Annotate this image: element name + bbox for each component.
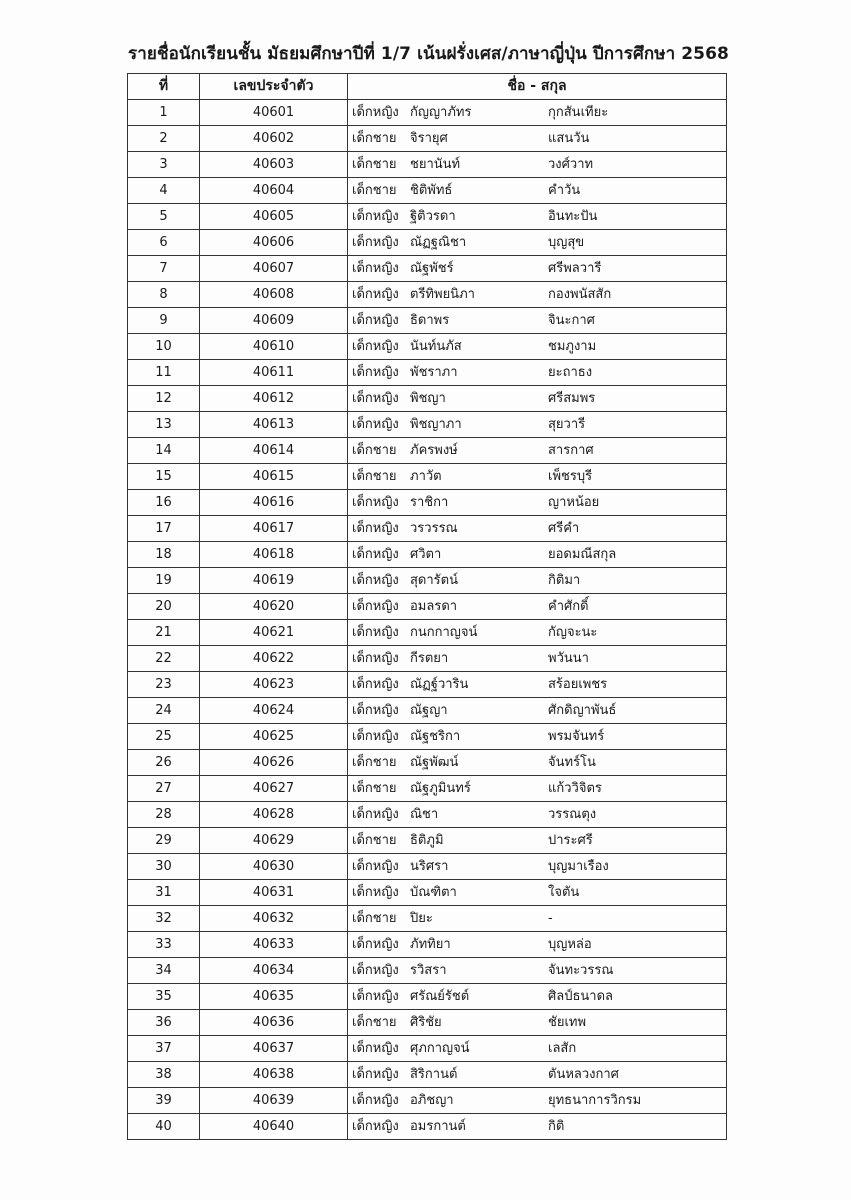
name-prefix: เด็กหญิง xyxy=(352,547,399,562)
name-prefix: เด็กหญิง xyxy=(352,625,399,640)
table-row xyxy=(128,1010,727,1036)
row-number: 2 xyxy=(128,126,200,152)
table-row xyxy=(128,516,727,542)
student-name xyxy=(348,724,727,750)
last-name: ชัยเทพ xyxy=(548,1015,587,1030)
last-name: ตันหลวงกาศ xyxy=(548,1067,619,1082)
table-row xyxy=(128,542,727,568)
row-number: 9 xyxy=(128,308,200,334)
student-id: 40629 xyxy=(200,828,348,854)
last-name: คำศักดิ์ xyxy=(548,599,589,614)
student-id: 40624 xyxy=(200,698,348,724)
name-prefix: เด็กหญิง xyxy=(352,651,399,666)
row-number: 39 xyxy=(128,1088,200,1114)
row-number: 15 xyxy=(128,464,200,490)
row-number: 25 xyxy=(128,724,200,750)
name-prefix: เด็กชาย xyxy=(352,157,397,172)
student-id: 40619 xyxy=(200,568,348,594)
first-name: กนกกาญจน์ xyxy=(410,625,478,640)
last-name: จันทร์โน xyxy=(548,755,596,770)
student-id: 40622 xyxy=(200,646,348,672)
first-name: ณัฐญา xyxy=(410,703,448,718)
name-prefix: เด็กหญิง xyxy=(352,573,399,588)
row-number: 20 xyxy=(128,594,200,620)
student-id: 40606 xyxy=(200,230,348,256)
student-id: 40611 xyxy=(200,360,348,386)
student-name xyxy=(348,776,727,802)
student-name xyxy=(348,698,727,724)
student-name xyxy=(348,542,727,568)
table-row xyxy=(128,672,727,698)
table-header-row xyxy=(128,74,727,100)
student-name xyxy=(348,360,727,386)
name-prefix: เด็กหญิง xyxy=(352,1119,399,1134)
student-id: 40605 xyxy=(200,204,348,230)
first-name: ศวิตา xyxy=(410,547,442,562)
table-row xyxy=(128,1062,727,1088)
last-name: จันทะวรรณ xyxy=(548,963,614,978)
table-row xyxy=(128,958,727,984)
student-id: 40614 xyxy=(200,438,348,464)
last-name: วงศ์วาท xyxy=(548,157,594,172)
student-name xyxy=(348,490,727,516)
student-id: 40630 xyxy=(200,854,348,880)
last-name: สร้อยเพชร xyxy=(548,677,608,692)
student-name xyxy=(348,1114,727,1140)
row-number: 10 xyxy=(128,334,200,360)
student-id: 40640 xyxy=(200,1114,348,1140)
table-row xyxy=(128,256,727,282)
student-id: 40618 xyxy=(200,542,348,568)
last-name: ปาระศรี xyxy=(548,833,593,848)
first-name: ธิติภูมิ xyxy=(410,833,444,848)
first-name: ชยานันท์ xyxy=(410,157,461,172)
table-row xyxy=(128,282,727,308)
first-name: ศิริชัย xyxy=(410,1015,442,1030)
row-number: 14 xyxy=(128,438,200,464)
student-name xyxy=(348,958,727,984)
row-number: 27 xyxy=(128,776,200,802)
last-name: กิติ xyxy=(548,1119,565,1134)
name-prefix: เด็กหญิง xyxy=(352,937,399,952)
student-name xyxy=(348,672,727,698)
student-id: 40610 xyxy=(200,334,348,360)
name-prefix: เด็กหญิง xyxy=(352,963,399,978)
name-prefix: เด็กชาย xyxy=(352,469,397,484)
student-id: 40638 xyxy=(200,1062,348,1088)
student-id: 40625 xyxy=(200,724,348,750)
student-name xyxy=(348,178,727,204)
name-prefix: เด็กหญิง xyxy=(352,391,399,406)
table-row xyxy=(128,568,727,594)
last-name: พวันนา xyxy=(548,651,589,666)
first-name: วรวรรณ xyxy=(410,521,458,536)
last-name: ยอดมณีสกุล xyxy=(548,547,617,562)
student-id: 40632 xyxy=(200,906,348,932)
student-id: 40623 xyxy=(200,672,348,698)
first-name: ศรัณย์รัชต์ xyxy=(410,989,470,1004)
name-prefix: เด็กหญิง xyxy=(352,209,399,224)
table-row xyxy=(128,464,727,490)
student-name xyxy=(348,802,727,828)
row-number: 5 xyxy=(128,204,200,230)
student-id: 40626 xyxy=(200,750,348,776)
student-name xyxy=(348,386,727,412)
row-number: 1 xyxy=(128,100,200,126)
first-name: ณัฐภูมินทร์ xyxy=(410,781,471,796)
row-number: 35 xyxy=(128,984,200,1010)
first-name: บัณฑิตา xyxy=(410,885,457,900)
name-prefix: เด็กหญิง xyxy=(352,677,399,692)
first-name: ณัฏฐณิชา xyxy=(410,235,467,250)
table-row xyxy=(128,360,727,386)
row-number: 19 xyxy=(128,568,200,594)
student-name xyxy=(348,334,727,360)
first-name: ภัครพงษ์ xyxy=(410,443,458,458)
name-prefix: เด็กหญิง xyxy=(352,989,399,1004)
table-row xyxy=(128,412,727,438)
table-row xyxy=(128,1114,727,1140)
name-prefix: เด็กหญิง xyxy=(352,287,399,302)
student-id: 40616 xyxy=(200,490,348,516)
table-row xyxy=(128,750,727,776)
table-row xyxy=(128,984,727,1010)
first-name: พิชญาภา xyxy=(410,417,462,432)
student-name xyxy=(348,1010,727,1036)
table-row xyxy=(128,126,727,152)
student-name xyxy=(348,854,727,880)
row-number: 6 xyxy=(128,230,200,256)
row-number: 24 xyxy=(128,698,200,724)
row-number: 30 xyxy=(128,854,200,880)
last-name: ศรีพลวารี xyxy=(548,261,602,276)
row-number: 32 xyxy=(128,906,200,932)
student-name xyxy=(348,906,727,932)
table-row xyxy=(128,854,727,880)
name-prefix: เด็กหญิง xyxy=(352,807,399,822)
first-name: พัชราภา xyxy=(410,365,458,380)
first-name: ราชิกา xyxy=(410,495,449,510)
student-name xyxy=(348,620,727,646)
first-name: ณิชา xyxy=(410,807,439,822)
last-name: วรรณตุง xyxy=(548,807,597,822)
table-row xyxy=(128,776,727,802)
row-number: 34 xyxy=(128,958,200,984)
student-id: 40621 xyxy=(200,620,348,646)
student-name xyxy=(348,126,727,152)
student-name xyxy=(348,204,727,230)
table-row xyxy=(128,152,727,178)
student-name xyxy=(348,750,727,776)
page-title: รายชื่อนักเรียนชั้น มัธยมศึกษาปีที่ 1/7 เน้นฝรั่งเศส/ภาษาญี่ปุ่น ปีการศึกษา 2568 xyxy=(128,44,729,64)
first-name: ณัฏฐ์วาริน xyxy=(410,677,469,692)
row-number: 26 xyxy=(128,750,200,776)
last-name: ยะถาธง xyxy=(548,365,593,380)
table-row xyxy=(128,100,727,126)
student-name xyxy=(348,932,727,958)
row-number: 13 xyxy=(128,412,200,438)
last-name: จินะกาศ xyxy=(548,313,595,328)
last-name: บุญสุข xyxy=(548,235,585,250)
student-name xyxy=(348,594,727,620)
student-id: 40631 xyxy=(200,880,348,906)
name-prefix: เด็กหญิง xyxy=(352,417,399,432)
last-name: ใจตัน xyxy=(548,885,580,900)
name-prefix: เด็กหญิง xyxy=(352,599,399,614)
last-name: ยุทธนาการวิกรม xyxy=(548,1093,642,1108)
student-id: 40637 xyxy=(200,1036,348,1062)
last-name: กัญจะนะ xyxy=(548,625,598,640)
name-prefix: เด็กชาย xyxy=(352,1015,397,1030)
last-name: ศักดิญาพันธ์ xyxy=(548,703,617,718)
student-name xyxy=(348,880,727,906)
name-prefix: เด็กหญิง xyxy=(352,703,399,718)
row-number: 37 xyxy=(128,1036,200,1062)
student-id: 40607 xyxy=(200,256,348,282)
student-name xyxy=(348,568,727,594)
first-name: ศุภกาญจน์ xyxy=(410,1041,470,1056)
name-prefix: เด็กหญิง xyxy=(352,521,399,536)
header-no: ที่ xyxy=(128,74,200,100)
first-name: อมลรดา xyxy=(410,599,458,614)
student-id: 40633 xyxy=(200,932,348,958)
row-number: 38 xyxy=(128,1062,200,1088)
student-id: 40613 xyxy=(200,412,348,438)
first-name: อมรกานต์ xyxy=(410,1119,466,1134)
table-row xyxy=(128,828,727,854)
student-name xyxy=(348,1036,727,1062)
name-prefix: เด็กหญิง xyxy=(352,339,399,354)
name-prefix: เด็กหญิง xyxy=(352,313,399,328)
student-name xyxy=(348,152,727,178)
first-name: ณัฐชริกา xyxy=(410,729,461,744)
name-prefix: เด็กหญิง xyxy=(352,235,399,250)
first-name: ฐิติวรดา xyxy=(410,209,456,224)
student-id: 40627 xyxy=(200,776,348,802)
last-name: ศรีสมพร xyxy=(548,391,596,406)
first-name: สุดารัตน์ xyxy=(410,573,458,588)
student-name xyxy=(348,412,727,438)
name-prefix: เด็กชาย xyxy=(352,755,397,770)
last-name: พรมจันทร์ xyxy=(548,729,605,744)
last-name: แสนวัน xyxy=(548,131,590,146)
last-name: อินทะปัน xyxy=(548,209,598,224)
row-number: 16 xyxy=(128,490,200,516)
name-prefix: เด็กชาย xyxy=(352,781,397,796)
last-name: บุญมาเรือง xyxy=(548,859,609,874)
student-roster-table xyxy=(127,73,727,1140)
name-prefix: เด็กชาย xyxy=(352,911,397,926)
row-number: 4 xyxy=(128,178,200,204)
student-id: 40612 xyxy=(200,386,348,412)
row-number: 23 xyxy=(128,672,200,698)
last-name: กิติมา xyxy=(548,573,581,588)
student-id: 40601 xyxy=(200,100,348,126)
last-name: สารกาศ xyxy=(548,443,594,458)
table-row xyxy=(128,802,727,828)
student-id: 40615 xyxy=(200,464,348,490)
row-number: 18 xyxy=(128,542,200,568)
last-name: ศิลป์ธนาดล xyxy=(548,989,613,1004)
student-name xyxy=(348,100,727,126)
row-number: 17 xyxy=(128,516,200,542)
table-row xyxy=(128,880,727,906)
table-row xyxy=(128,334,727,360)
student-name xyxy=(348,464,727,490)
table-row xyxy=(128,698,727,724)
table-row xyxy=(128,308,727,334)
name-prefix: เด็กหญิง xyxy=(352,885,399,900)
first-name: ตรีทิพยนิภา xyxy=(410,287,475,302)
student-name xyxy=(348,828,727,854)
student-id: 40639 xyxy=(200,1088,348,1114)
name-prefix: เด็กชาย xyxy=(352,131,397,146)
name-prefix: เด็กหญิง xyxy=(352,1093,399,1108)
student-id: 40609 xyxy=(200,308,348,334)
name-prefix: เด็กหญิง xyxy=(352,729,399,744)
first-name: กีรตยา xyxy=(410,651,449,666)
table-row xyxy=(128,1036,727,1062)
first-name: จิรายุศ xyxy=(410,131,448,146)
table-row xyxy=(128,230,727,256)
student-name xyxy=(348,308,727,334)
table-row xyxy=(128,386,727,412)
last-name: บุญหล่อ xyxy=(548,937,592,952)
table-row xyxy=(128,178,727,204)
student-name xyxy=(348,1088,727,1114)
row-number: 22 xyxy=(128,646,200,672)
student-name xyxy=(348,1062,727,1088)
name-prefix: เด็กหญิง xyxy=(352,1041,399,1056)
first-name: นริศรา xyxy=(410,859,449,874)
first-name: ชิติพัทธ์ xyxy=(410,183,453,198)
student-id: 40602 xyxy=(200,126,348,152)
table-row xyxy=(128,490,727,516)
table-row xyxy=(128,1088,727,1114)
row-number: 29 xyxy=(128,828,200,854)
student-id: 40603 xyxy=(200,152,348,178)
student-id: 40634 xyxy=(200,958,348,984)
table-row xyxy=(128,438,727,464)
last-name: กองพนัสสัก xyxy=(548,287,612,302)
table-row xyxy=(128,620,727,646)
student-name xyxy=(348,230,727,256)
first-name: ปิยะ xyxy=(410,911,433,926)
name-prefix: เด็กหญิง xyxy=(352,105,399,120)
first-name: ณัฐพัชร์ xyxy=(410,261,454,276)
student-id: 40617 xyxy=(200,516,348,542)
last-name: ศรีคำ xyxy=(548,521,580,536)
last-name: กุกสันเทียะ xyxy=(548,105,609,120)
first-name: พิชญา xyxy=(410,391,446,406)
row-number: 28 xyxy=(128,802,200,828)
last-name: สุยวารี xyxy=(548,417,586,432)
last-name: - xyxy=(548,911,553,926)
row-number: 11 xyxy=(128,360,200,386)
name-prefix: เด็กหญิง xyxy=(352,859,399,874)
last-name: เพ็ชรบุรี xyxy=(548,469,593,484)
student-name xyxy=(348,984,727,1010)
student-id: 40635 xyxy=(200,984,348,1010)
header-name: ชื่อ - สกุล xyxy=(348,74,727,100)
name-prefix: เด็กหญิง xyxy=(352,1067,399,1082)
student-name xyxy=(348,282,727,308)
name-prefix: เด็กหญิง xyxy=(352,261,399,276)
name-prefix: เด็กชาย xyxy=(352,443,397,458)
table-body xyxy=(128,100,727,1140)
row-number: 40 xyxy=(128,1114,200,1140)
student-id: 40636 xyxy=(200,1010,348,1036)
last-name: แก้ววิจิตร xyxy=(548,781,602,796)
table-row xyxy=(128,932,727,958)
last-name: เลสัก xyxy=(548,1041,577,1056)
student-id: 40620 xyxy=(200,594,348,620)
first-name: ธิดาพร xyxy=(410,313,450,328)
student-name xyxy=(348,256,727,282)
table-row xyxy=(128,594,727,620)
row-number: 8 xyxy=(128,282,200,308)
header-student-id: เลขประจำตัว xyxy=(200,74,348,100)
row-number: 31 xyxy=(128,880,200,906)
row-number: 12 xyxy=(128,386,200,412)
name-prefix: เด็กหญิง xyxy=(352,365,399,380)
name-prefix: เด็กหญิง xyxy=(352,495,399,510)
student-id: 40608 xyxy=(200,282,348,308)
first-name: ณัฐพัฒน์ xyxy=(410,755,459,770)
first-name: อภิชญา xyxy=(410,1093,454,1108)
first-name: กัญญาภัทร xyxy=(410,105,472,120)
first-name: ภาวัต xyxy=(410,469,442,484)
row-number: 7 xyxy=(128,256,200,282)
student-name xyxy=(348,646,727,672)
row-number: 33 xyxy=(128,932,200,958)
table-row xyxy=(128,906,727,932)
table-row xyxy=(128,204,727,230)
student-name xyxy=(348,438,727,464)
first-name: สิริกานต์ xyxy=(410,1067,458,1082)
table-row xyxy=(128,646,727,672)
last-name: ญาหน้อย xyxy=(548,495,600,510)
name-prefix: เด็กชาย xyxy=(352,833,397,848)
row-number: 21 xyxy=(128,620,200,646)
last-name: คำวัน xyxy=(548,183,581,198)
last-name: ชมภูงาม xyxy=(548,339,597,354)
row-number: 36 xyxy=(128,1010,200,1036)
table-row xyxy=(128,724,727,750)
first-name: ภัททิยา xyxy=(410,937,451,952)
student-id: 40604 xyxy=(200,178,348,204)
name-prefix: เด็กชาย xyxy=(352,183,397,198)
first-name: นันท์นภัส xyxy=(410,339,462,354)
first-name: รวิสรา xyxy=(410,963,447,978)
student-name xyxy=(348,516,727,542)
student-id: 40628 xyxy=(200,802,348,828)
row-number: 3 xyxy=(128,152,200,178)
